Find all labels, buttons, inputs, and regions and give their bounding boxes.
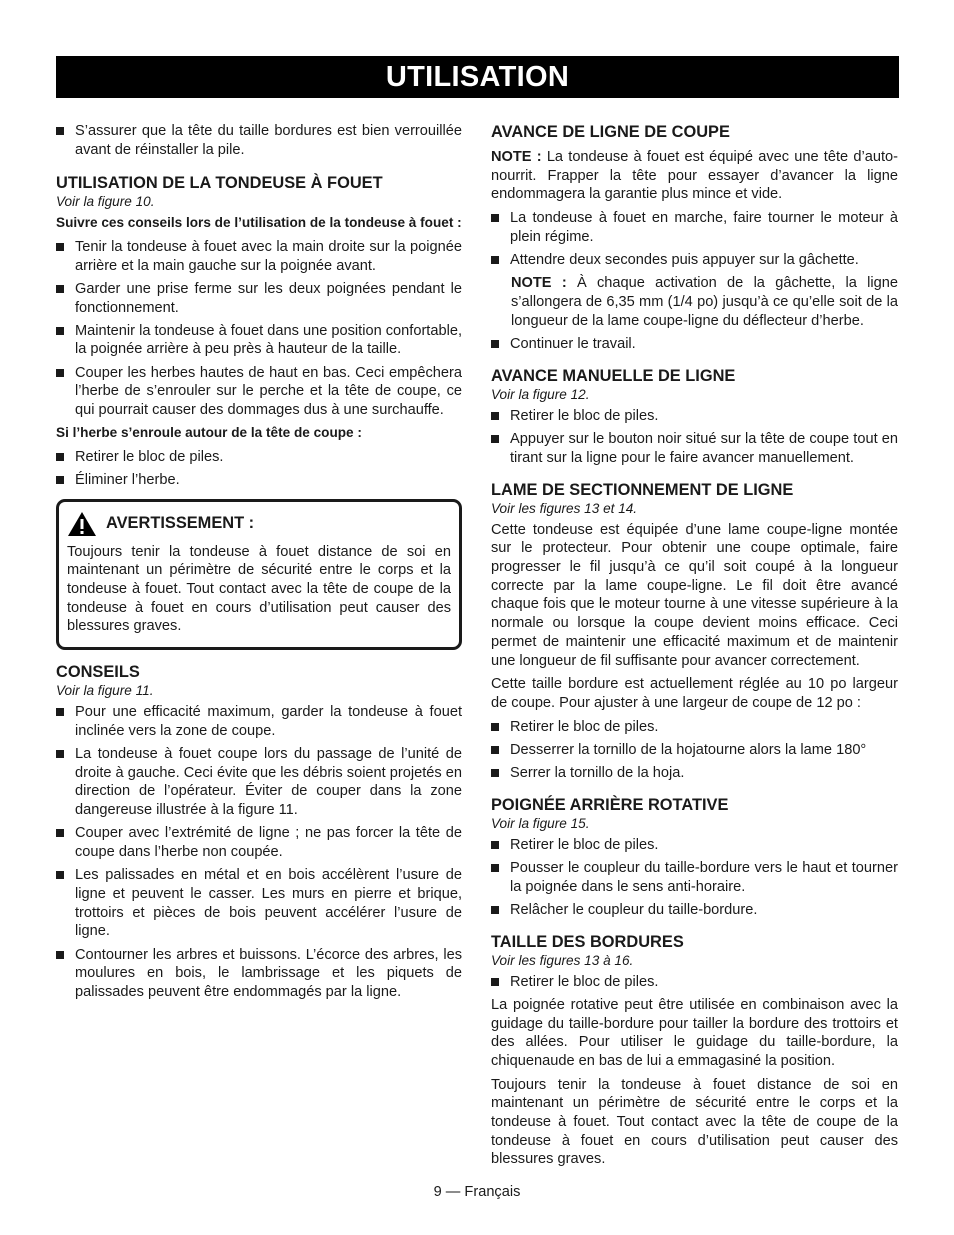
warning-header <box>67 511 451 537</box>
list-item: Pousser le coupleur du taille-bordure vers le haut et tourner la poignée dans le sens anti-horaire. <box>491 859 898 896</box>
section-heading-lame-sectionnement: LAME DE SECTIONNEMENT DE LIGNE <box>491 480 794 499</box>
list-item: S’assurer que la tête du taille bordures est bien verrouillée avant de réinstaller la pile. <box>56 122 462 159</box>
list-item: La tondeuse à fouet coupe lors du passage de l’unité de droite à gauche. Ceci évite que les débris soient projetés en direction de l’opérateur. Éviter de couper dans la zone dangereuse illustrée à la figure 11. <box>56 745 462 820</box>
bold-intro-grass: Si l’herbe s’enroule autour de la tête de coupe : <box>56 425 362 441</box>
bullet-square-icon <box>56 369 64 377</box>
list-item: Contourner les arbres et buissons. L’écorce des arbres, les moulures en bois, le lambrissage et les piquets de palissades peuvent être endommagés par la ligne. <box>56 946 462 1002</box>
section-heading-utilisation-tondeuse: UTILISATION DE LA TONDEUSE À FOUET <box>56 174 383 193</box>
list-item: Couper les herbes hautes de haut en bas. Ceci empêchera l’herbe de s’enrouler sur le perche et la tête de coupe, ce qui pourrait causer des dommages dus à une surchauffe. <box>56 364 462 420</box>
bullet-square-icon <box>491 412 499 420</box>
warning-triangle-icon <box>67 511 97 537</box>
bullet-square-icon <box>56 476 64 484</box>
list-item: Appuyer sur le bouton noir situé sur la tête de coupe tout en tirant sur la ligne pour le faire avancer manuellement. <box>491 430 898 467</box>
list-item: Continuer le travail. <box>491 335 898 354</box>
grass-list <box>56 448 462 490</box>
bullet-square-icon <box>56 127 64 135</box>
warning-text: Toujours tenir la tondeuse à fouet distance de soi en maintenant un périmètre de sécurité entre le corps et la tondeuse à fouet. Tout contact avec la tête de coupe de la tondeuse à fouet en cours d’utilisation peut causer des blessures graves. <box>67 543 451 635</box>
bullet-square-icon <box>56 829 64 837</box>
lame-paragraph-1: Cette tondeuse est équipée d’une lame coupe-ligne montée sur le protecteur. Pour obtenir une coupe optimale, faire progresser le fil jusqu’à ce qu’il soit coupé à la longueur correcte par la lame coupe-ligne. Le fil doit être avancé chaque fois que le moteur tourne à une vitesse supérieure à la normale ou lorsque la coupe devient moins efficace. Ceci permet de maintenir une efficacité maximum et de maintenir une longueur de fil suffisante pour avancer correctement. <box>491 521 898 669</box>
section-heading-conseils: CONSEILS <box>56 663 140 682</box>
usage-tips-list <box>56 238 462 420</box>
list-item: Tenir la tondeuse à fouet avec la main droite sur la poignée arrière et la main gauche sur la poignée avant. <box>56 238 462 275</box>
list-item: Les palissades en métal et en bois accélèrent l’usure de ligne et peuvent le casser. Les murs en pierre et brique, trottoirs et pièces de bois peuvent accélérer l’usure de ligne. <box>56 866 462 941</box>
manuelle-list <box>491 407 898 468</box>
bullet-square-icon <box>491 769 499 777</box>
bullet-square-icon <box>56 285 64 293</box>
warning-box <box>56 499 462 651</box>
page-footer: 9 — Français <box>433 1184 521 1200</box>
note-paragraph: NOTE : La tondeuse à fouet est équipé avec une tête d’auto-nourrit. Frapper la tête pour essayer d’avancer la ligne endommagera la garantie plus mince et vide. <box>491 149 898 203</box>
bordures-paragraph-2: Toujours tenir la tondeuse à fouet distance de soi en maintenant un périmètre de sécurité entre le corps et la tondeuse à fouet. Tout contact avec la tête de coupe de la tondeuse à fouet en cours d’utilisation peut causer des blessures graves. <box>491 1076 898 1168</box>
bullet-square-icon <box>56 708 64 716</box>
right-column <box>491 122 898 1174</box>
poignee-list <box>491 836 898 920</box>
bordures-list <box>491 973 898 992</box>
bullet-square-icon <box>491 864 499 872</box>
list-item: Serrer la tornillo de la hoja. <box>491 764 898 783</box>
bold-intro: Suivre ces conseils lors de l’utilisation de la tondeuse à fouet : <box>56 215 462 231</box>
conseils-list <box>56 703 462 1002</box>
bordures-paragraph-1: La poignée rotative peut être utilisée en combinaison avec la guidage du taille-bordure pour tailler la bordure des trottoirs et des allées. Pour utiliser le guidage du taille-bordure, la chiquenaude en bas de lui a emmagasiné la position. <box>491 996 898 1069</box>
list-item: Retirer le bloc de piles. <box>56 448 462 467</box>
bullet-square-icon <box>56 750 64 758</box>
bullet-square-icon <box>56 327 64 335</box>
bullet-square-icon <box>491 841 499 849</box>
bullet-square-icon <box>491 435 499 443</box>
continue-list <box>491 335 898 354</box>
bullet-square-icon <box>491 723 499 731</box>
bullet-square-icon <box>491 214 499 222</box>
figure-reference: Voir les figures 13 à 16. <box>491 952 634 968</box>
list-item: La tondeuse à fouet en marche, faire tourner le moteur à plein régime. <box>491 209 898 246</box>
bullet-square-icon <box>491 256 499 264</box>
list-item: Couper avec l’extrémité de ligne ; ne pas forcer la tête de coupe dans l’herbe non coupée. <box>56 824 462 861</box>
bullet-square-icon <box>491 746 499 754</box>
bullet-square-icon <box>491 340 499 348</box>
bullet-square-icon <box>56 951 64 959</box>
list-item: Relâcher le coupleur du taille-bordure. <box>491 901 898 920</box>
list-item: Desserrer la tornillo de la hojatourne alors la lame 180° <box>491 741 898 760</box>
bullet-square-icon <box>56 243 64 251</box>
figure-reference: Voir la figure 10. <box>56 194 155 210</box>
list-item: Garder une prise ferme sur les deux poignées pendant le fonctionnement. <box>56 280 462 317</box>
lame-paragraph-2: Cette taille bordure est actuellement réglée au 10 po largeur de coupe. Pour ajuster à une largeur de coupe de 12 po : <box>491 676 898 711</box>
list-item: Éliminer l’herbe. <box>56 471 462 490</box>
list-item: Retirer le bloc de piles. <box>491 718 898 737</box>
figure-reference: Voir la figure 12. <box>491 387 590 403</box>
bullet-square-icon <box>491 906 499 914</box>
page-title: UTILISATION <box>56 56 899 98</box>
bullet-square-icon <box>56 453 64 461</box>
bullet-square-icon <box>491 978 499 986</box>
figure-reference: Voir les figures 13 et 14. <box>491 500 638 516</box>
figure-reference: Voir la figure 11. <box>56 683 154 699</box>
list-item: Attendre deux secondes puis appuyer sur la gâchette. <box>491 251 898 270</box>
list-item: Retirer le bloc de piles. <box>491 836 898 855</box>
list-item: Maintenir la tondeuse à fouet dans une position confortable, la poignée arrière à peu près à hauteur de la taille. <box>56 322 462 359</box>
section-heading-poignee-rotative: POIGNÉE ARRIÈRE ROTATIVE <box>491 795 729 814</box>
figure-reference: Voir la figure 15. <box>491 815 590 831</box>
section-heading-avance-manuelle: AVANCE MANUELLE DE LIGNE <box>491 367 736 386</box>
list-item: Retirer le bloc de piles. <box>491 973 898 992</box>
bullet-square-icon <box>56 871 64 879</box>
list-item: Retirer le bloc de piles. <box>491 407 898 426</box>
intro-list <box>56 122 462 159</box>
list-item: Pour une efficacité maximum, garder la tondeuse à fouet inclinée vers la zone de coupe. <box>56 703 462 740</box>
section-heading-taille-bordures: TAILLE DES BORDURES <box>491 932 684 951</box>
lame-list <box>491 718 898 783</box>
left-column <box>56 122 462 1006</box>
avance-list <box>491 209 898 270</box>
note-indented: NOTE : À chaque activation de la gâchette, la ligne s’allongera de 6,35 mm (1/4 po) jusqu’à ce qu’elle soit de la longueur de la lame coupe-ligne du déflecteur d’herbe. <box>511 275 898 329</box>
section-heading-avance-ligne: AVANCE DE LIGNE DE COUPE <box>491 123 730 141</box>
warning-title: AVERTISSEMENT : <box>106 514 255 533</box>
